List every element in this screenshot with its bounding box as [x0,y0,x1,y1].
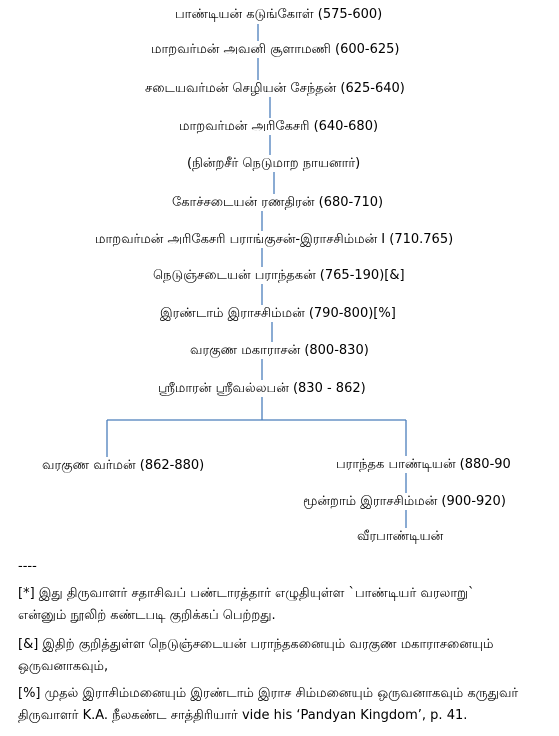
node-maravarman-arikesari: மாறவர்மன் அரிகேசரி (640-680) [179,119,379,134]
node-srimaran-srivallabhan: ஸ்ரீமாரன் ஸ்ரீவல்லபன் (830 - 862) [158,381,366,396]
footnote-line: ஒருவனாகவும், [18,659,109,674]
footnote-1 [18,586,553,624]
footnote-line: [&] இதிற் குறித்துள்ள நெடுஞ்சடையன் பராந்தகனையும் வரகுண மகாராசனையும் [18,637,494,652]
node-moondram-rajasimhan: மூன்றாம் இராசசிம்மன் (900-920) [303,494,506,509]
footnote-3 [18,686,553,724]
node-sadaiyavarman-sezhiyan-sendhan: சடையவர்மன் செழியன் சேந்தன் (625-640) [145,81,405,96]
node-varaguna-varman: வரகுண வர்மன் (862-880) [42,458,205,473]
node-irandam-rajasimhan: இரண்டாம் இராசசிம்மன் (790-800)[%] [160,306,396,321]
node-maravarman-arikesari-parankusan: மாறவர்மன் அரிகேசரி பராங்குசன்-இராசசிம்மன் I (710.765) [95,232,454,247]
node-parandhaka-pandiyan: பராந்தக பாண்டியன் (880-90 [336,457,511,472]
node-nindraseer-nedumara: (நின்றசீர் நெடுமாற நாயனார்) [187,156,361,171]
node-maravarman-avani-soolamani: மாறவர்மன் அவனி சூளாமணி (600-625) [151,42,400,57]
node-veerapandiyan: வீரபாண்டியன் [357,529,444,544]
node-pandiyan-kadungon: பாண்டியன் கடுங்கோள் (575-600) [175,7,383,22]
node-nedunjadaiyan-parandhakan: நெடுஞ்சடையன் பராந்தகன் (765-190)[&] [153,268,405,283]
footnote-line: [%] முதல் இராசிம்மனையும் இரண்டாம் இராச சிம்மனையும் ஒருவனாகவும் கருதுவர் [18,686,519,701]
footnote-separator: ---- [18,559,37,574]
footnote-line: என்னும் நூலிற் கண்டபடி குறிக்கப் பெற்றது. [18,608,276,623]
node-kochadaiyan-ranadhiran: கோச்சடையன் ரணதிரன் (680-710) [172,195,384,210]
node-varaguna-maharajan: வரகுண மகாராசன் (800-830) [190,343,369,358]
footnote-2 [18,637,553,675]
footnote-line: [*] இது திருவாளர் சதாசிவப் பண்டாரத்தார் எழுதியுள்ள `பாண்டியர் வரலாறு` [18,586,475,601]
footnote-line: திருவாளர் K.A. நீலகண்ட சாத்திரியார் vide his ‘Pandyan Kingdom’, p. 41. [18,708,468,723]
footnotes [18,559,553,575]
